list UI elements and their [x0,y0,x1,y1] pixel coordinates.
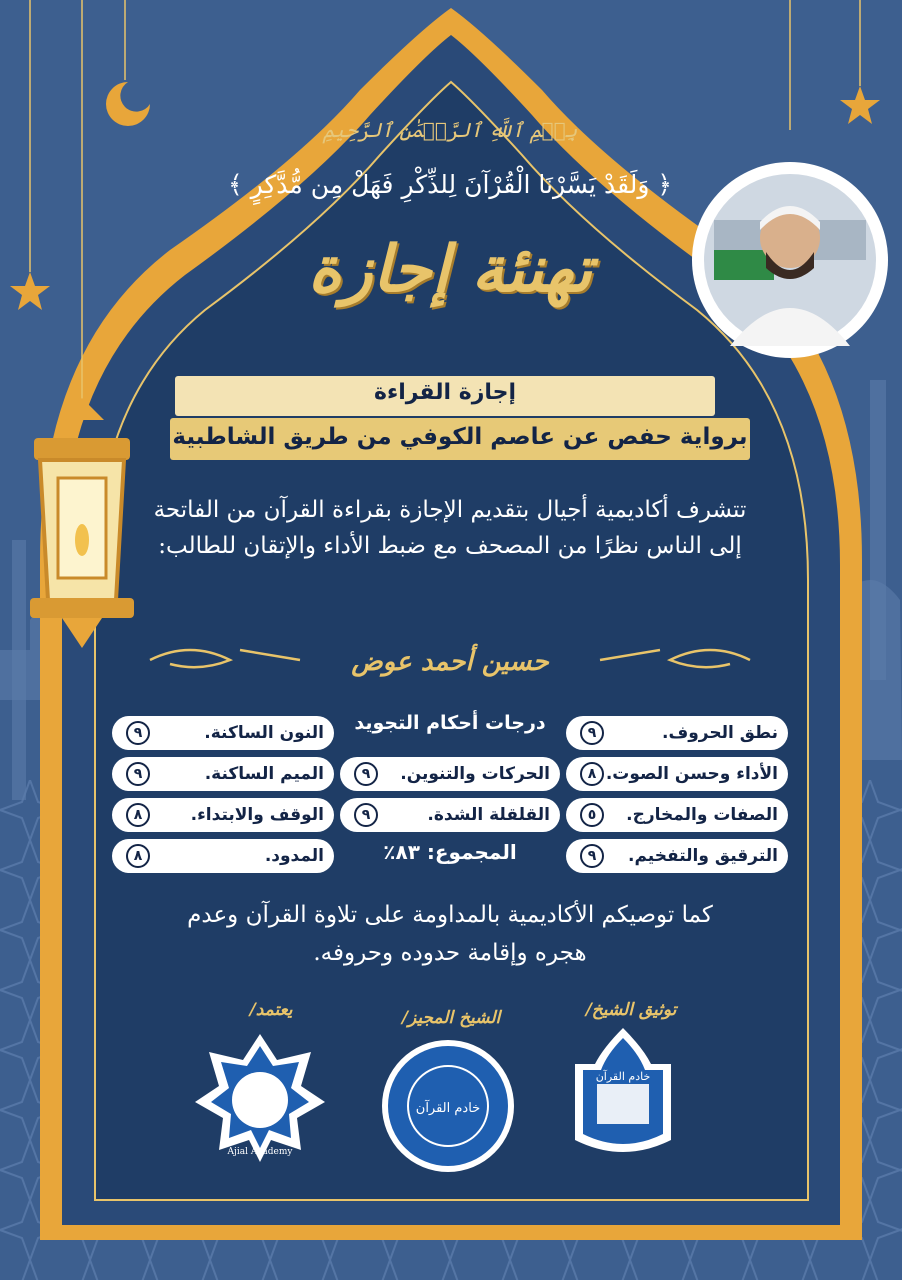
grade-score: ٥ [580,803,604,827]
star-icon [10,272,50,310]
lantern-icon [30,398,134,648]
grade-pill [112,798,334,832]
sheikh-seal-icon [378,1036,518,1176]
total-score: المجموع: ٨٣٪ [383,840,517,864]
student-name: حسين أحمد عوض [351,647,549,677]
congrats-title: تهنئة إجازة [308,232,592,307]
student-photo [690,160,890,360]
grade-label: الترقيق والتفخيم. [628,846,778,866]
ornament-left-icon [150,650,300,667]
grade-pill [112,716,334,750]
grade-score: ٩ [126,721,150,745]
banner-title: إجازة القراءة [373,380,517,405]
grade-label: الأداء وحسن الصوت. [605,764,778,784]
grade-label: النون الساكنة. [204,723,324,743]
grades-heading: درجات أحكام التجويد [354,712,546,734]
seal-text: خادم القرآن [415,1101,481,1116]
quran-verse: ﴿ وَلَقَدْ يَسَّرْنَا الْقُرْآنَ لِلذِّكْرِ فَهَلْ مِن مُّدَّكِرٍ ﴾ [227,170,673,199]
banner-subtitle: برواية حفص عن عاصم الكوفي من طريق الشاطبية [172,424,748,450]
grade-pill [566,757,788,791]
basmala: بِسۡمِ ٱللَّهِ ٱلرَّحۡمَٰنِ ٱلرَّحِيمِ [322,118,578,142]
sig-label-middle: الشيخ المجيز/ [401,1008,501,1028]
title-banner [170,372,750,462]
grade-pill [566,716,788,750]
crescent-icon [106,82,150,126]
grade-label: الحركات والتنوين. [400,764,550,784]
grade-label: نطق الحروف. [662,723,778,743]
seal-text: Ajial Academy [227,1147,293,1157]
grade-pill [112,839,334,873]
star-icon [840,86,880,124]
seal-text: خادم القرآن [595,1070,651,1083]
grade-pill [566,839,788,873]
intro-text: تتشرف أكاديمية أجيال بتقديم الإجازة بقراءة القرآن من الفاتحة إلى الناس نظرًا من المصحف مع ضبط الأداء والإتقان للطالب: [153,497,747,559]
grade-label: القلقلة الشدة. [427,805,550,825]
verification-seal-icon [553,1024,693,1164]
grade-score: ٨ [126,844,150,868]
grade-label: الميم الساكنة. [204,764,324,784]
closing-text: كما توصيكم الأكاديمية بالمداومة على تلاوة القرآن وعدم هجره وإقامة حدوده وحروفه. [187,902,713,966]
grade-label: الصفات والمخارج. [626,805,778,825]
grade-score: ٨ [580,762,604,786]
sig-label-left: يعتمد/ [249,1000,293,1020]
sig-label-right: توثيق الشيخ/ [585,1000,677,1020]
grade-score: ٩ [354,762,378,786]
grade-score: ٨ [126,803,150,827]
grade-pill [340,757,560,791]
grade-label: المدود. [264,846,324,866]
grade-score: ٩ [580,721,604,745]
grade-pill [340,798,560,832]
grade-score: ٩ [126,762,150,786]
academy-seal-icon [193,1030,327,1164]
ornament-right-icon [600,650,750,667]
grade-score: ٩ [580,844,604,868]
grade-label: الوقف والابتداء. [190,805,324,825]
grade-score: ٩ [354,803,378,827]
grade-pill [112,757,334,791]
grade-pill [566,798,788,832]
